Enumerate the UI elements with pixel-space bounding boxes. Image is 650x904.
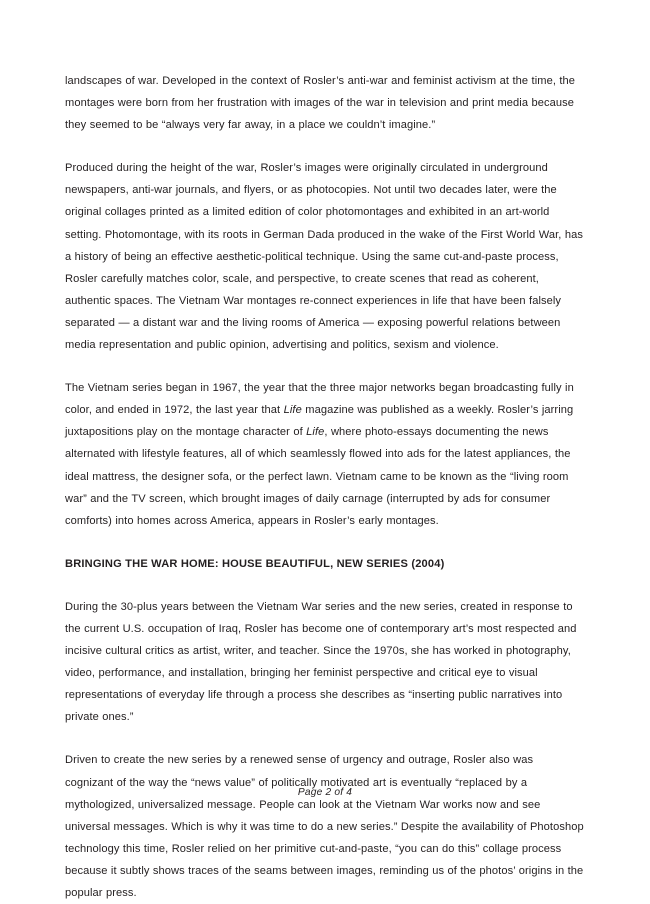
paragraph-produced-during-height: Produced during the height of the war, Rosler’s images were originally circulated in underground newspapers, anti-war journals, and flyers, or as photocopies. Not until two decades later, were the original collages printed as a limited edition of color photomontages and exhibited in an art-world setting. Photomontage, with its roots in German Dada produced in the wake of the First World War, has a history of being an effective aesthetic-political technique. Using the same cut-and-paste process, Rosler carefully matches color, scale, and perspective, to create scenes that read as coherent, authentic spaces. The Vietnam War montages re-connect experiences in life that have been falsely separated — a distant war and the living rooms of America — exposing powerful relations between media representation and public opinion, advertising and politics, sexism and violence. bbox=[65, 162, 583, 352]
page-footer bbox=[0, 782, 650, 800]
paragraph-driven-to-create: Driven to create the new series by a renewed sense of urgency and outrage, Rosler also was cognizant of the way the “news value” of politically motivated art is eventually “replaced by a mythologized, universalized message. People can look at the Vietnam War works now and see universal messages. Which is why it was time to do a new series.” Despite the availability of Photoshop technology this time, Rosler relied on her primitive cut-and-paste, “you can do this” collage process because it subtly shows traces of the seams between images, reminding us of the photos’ origins in the popular press. bbox=[65, 754, 584, 899]
run-text: , where photo-essays documenting the news alternated with lifestyle features, all of which seamlessly flowed into ads for the latest appliances, the ideal mattress, the designer sofa, or the perfect lawn. Vietnam came to be known as the “living room war” and the TV screen, which brought images of daily carnage (interrupted by ads for consumer comforts) into homes across America, appears in Rosler’s early montages. bbox=[65, 426, 571, 527]
document-body bbox=[65, 70, 584, 904]
run-italic-life-2: Life bbox=[306, 426, 325, 439]
paragraph-vietnam-series-began bbox=[65, 377, 584, 532]
page-number-label: Page 2 of 4 bbox=[297, 787, 353, 798]
run-italic-life-1: Life bbox=[283, 404, 302, 417]
run-text: magazine was published as a weekly. Rosler’s jarring juxtapositions play on the montage character of bbox=[65, 404, 574, 439]
run-text: The Vietnam series began in 1967, the year that the three major networks began broadcasting fully in color, and ended in 1972, the last year that bbox=[65, 382, 574, 417]
paragraph-during-30-plus-years: During the 30-plus years between the Vietnam War series and the new series, created in response to the current U.S. occupation of Iraq, Rosler has become one of contemporary art’s most respected and incisive cultural critics as artist, writer, and teacher. Since the 1970s, she has worked in photography, video, performance, and installation, bringing her feminist perspective and critical eye to visual representations of everyday life through a process she describes as “inserting public narratives into private ones.” bbox=[65, 600, 577, 724]
paragraph-landscapes-of-war: landscapes of war. Developed in the context of Rosler’s anti-war and feminist activism at the time, the montages were born from her frustration with images of the war in television and print media because they seemed to be “always very far away, in a place we couldn’t imagine.” bbox=[65, 75, 576, 132]
section-heading-bringing-the-war-home: BRINGING THE WAR HOME: HOUSE BEAUTIFUL, NEW SERIES (2004) bbox=[65, 557, 445, 570]
